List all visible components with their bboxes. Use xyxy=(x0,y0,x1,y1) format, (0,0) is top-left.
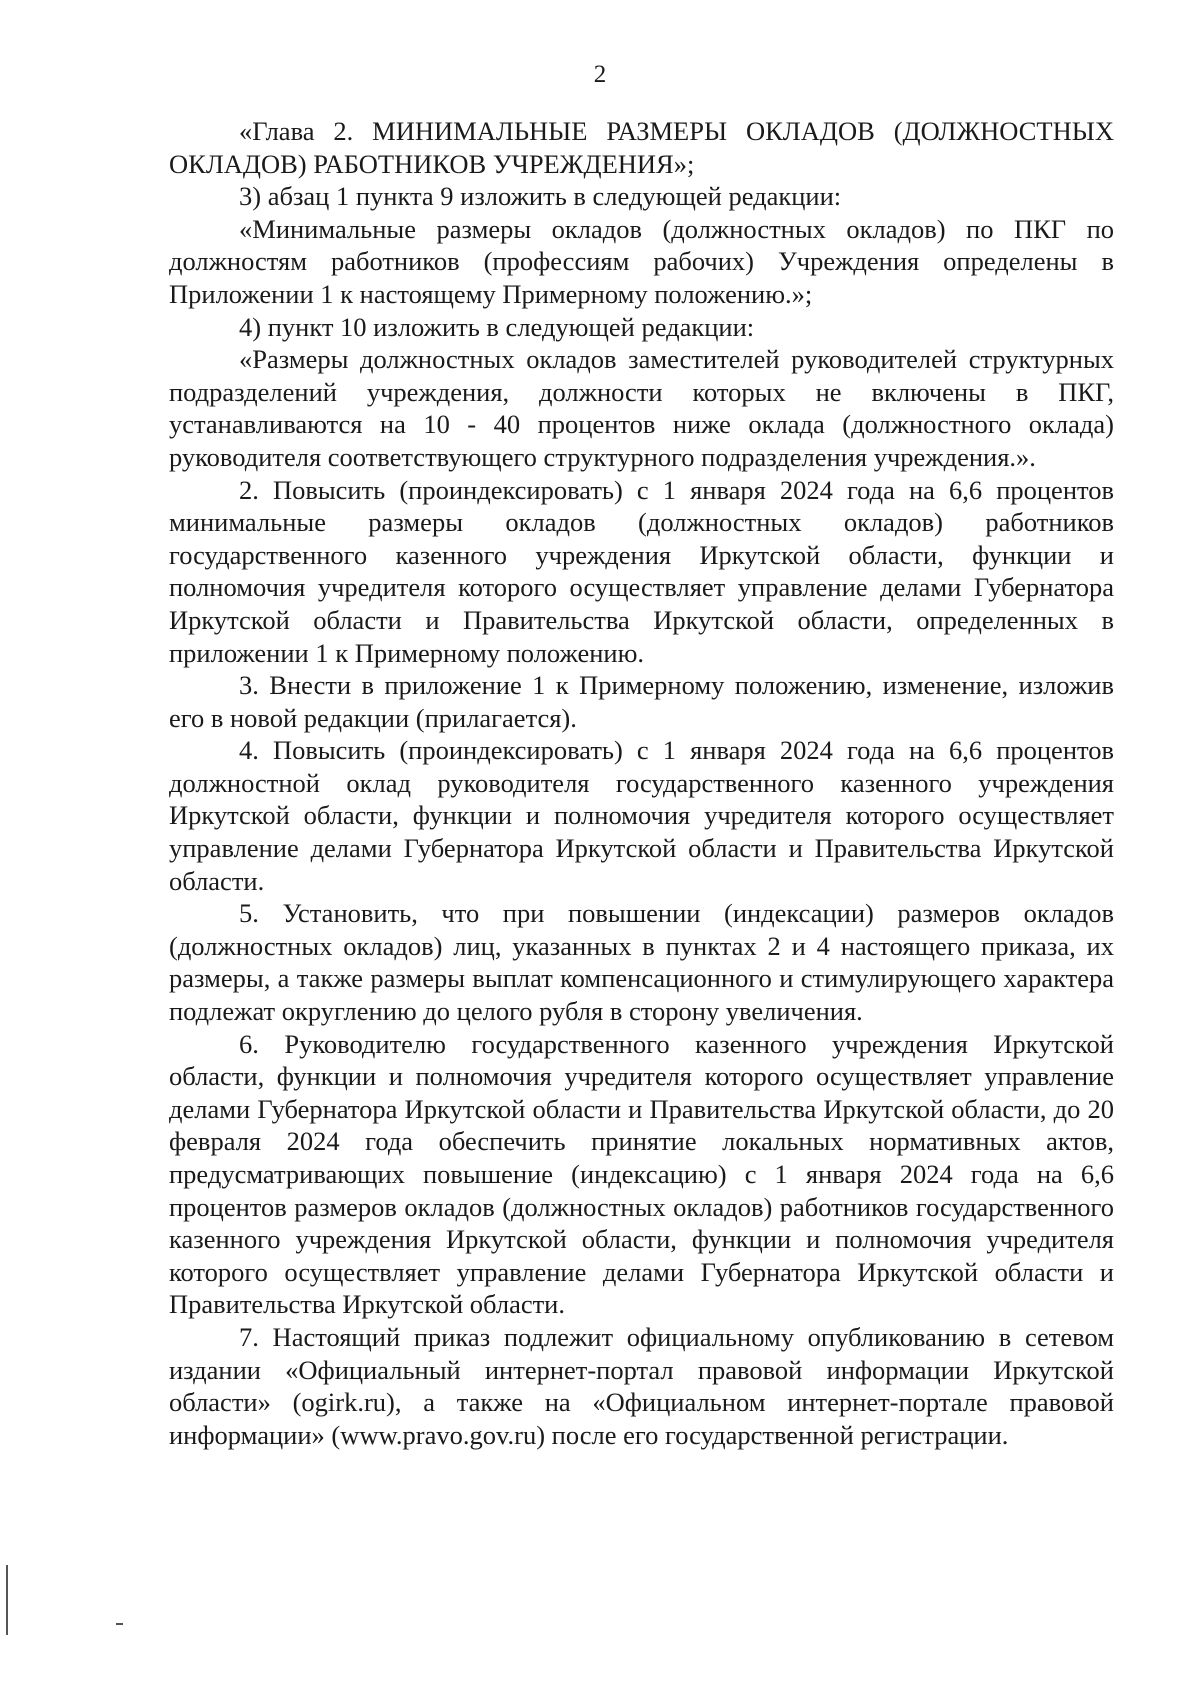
document-body xyxy=(169,115,1114,1451)
order-clause-2: 2. Повысить (проиндексировать) с 1 января 2024 года на 6,6 процентов минимальные размеры окладов (должностных окладов) работников государственного казенного учреждения Иркутской области, функции и полномочия учредителя которого осуществляет управление делами Губернатора Иркутской области и Правительства Иркутской области, определенных в приложении 1 к Примерному положению. xyxy=(169,474,1114,668)
order-clause-7: 7. Настоящий приказ подлежит официальному опубликованию в сетевом издании «Официальный интернет-портал правовой информации Иркутской области» (ogirk.ru), а также на «Официальном интернет-портале правовой информации» (www.pravo.gov.ru) после его государственной регистрации. xyxy=(169,1321,1114,1450)
amendment-item-3-text: «Минимальные размеры окладов (должностных окладов) по ПКГ по должностям работников (профессиям рабочих) Учреждения определены в Приложении 1 к настоящему Примерному положению.»; xyxy=(169,213,1114,309)
amendment-item-4-text: «Размеры должностных окладов заместителей руководителей структурных подразделений учреждения, должности которых не включены в ПКГ, устанавливаются на 10 - 40 процентов ниже оклада (должностного оклада) руководителя соответствующего структурного подразделения учреждения.». xyxy=(169,344,1114,472)
order-clause-6: 6. Руководителю государственного казенного учреждения Иркутской области, функции и полномочия учредителя которого осуществляет управление делами Губернатора Иркутской области и Правительства Иркутской области, до 20 февраля 2024 года обеспечить принятие локальных нормативных актов, предусматривающих повышение (индексацию) с 1 января 2024 года на 6,6 процентов размеров окладов (должностных окладов) работников государственного казенного учреждения Иркутской области, функции и полномочия учредителя которого осуществляет управление делами Губернатора Иркутской области и Правительства Иркутской области. xyxy=(169,1028,1114,1320)
order-clause-3: 3. Внести в приложение 1 к Примерному положению, изменение, изложив его в новой редакции (прилагается). xyxy=(169,670,1114,733)
order-clause-4: 4. Повысить (проиндексировать) с 1 января 2024 года на 6,6 процентов должностной оклад руководителя государственного казенного учреждения Иркутской области, функции и полномочия учредителя которого осуществляет управление делами Губернатора Иркутской области и Правительства Иркутской области. xyxy=(169,735,1114,896)
amendment-item-3: 3) абзац 1 пункта 9 изложить в следующей редакции: xyxy=(239,181,842,212)
amendment-item-4: 4) пункт 10 изложить в следующей редакции: xyxy=(239,311,755,342)
order-clause-5: 5. Установить, что при повышении (индексации) размеров окладов (должностных окладов) лиц, указанных в пунктах 2 и 4 настоящего приказа, их размеры, а также размеры выплат компенсационного и стимулирующего характера подлежат округлению до целого рубля в сторону увеличения. xyxy=(169,898,1114,1027)
scan-edge-mark xyxy=(6,1565,8,1635)
chapter-heading-quote: «Глава 2. МИНИМАЛЬНЫЕ РАЗМЕРЫ ОКЛАДОВ (ДОЛЖНОСТНЫХ ОКЛАДОВ) РАБОТНИКОВ УЧРЕЖДЕНИЯ»; xyxy=(169,116,1114,179)
page-number: 2 xyxy=(593,61,607,88)
scan-dot-mark xyxy=(116,1623,123,1625)
